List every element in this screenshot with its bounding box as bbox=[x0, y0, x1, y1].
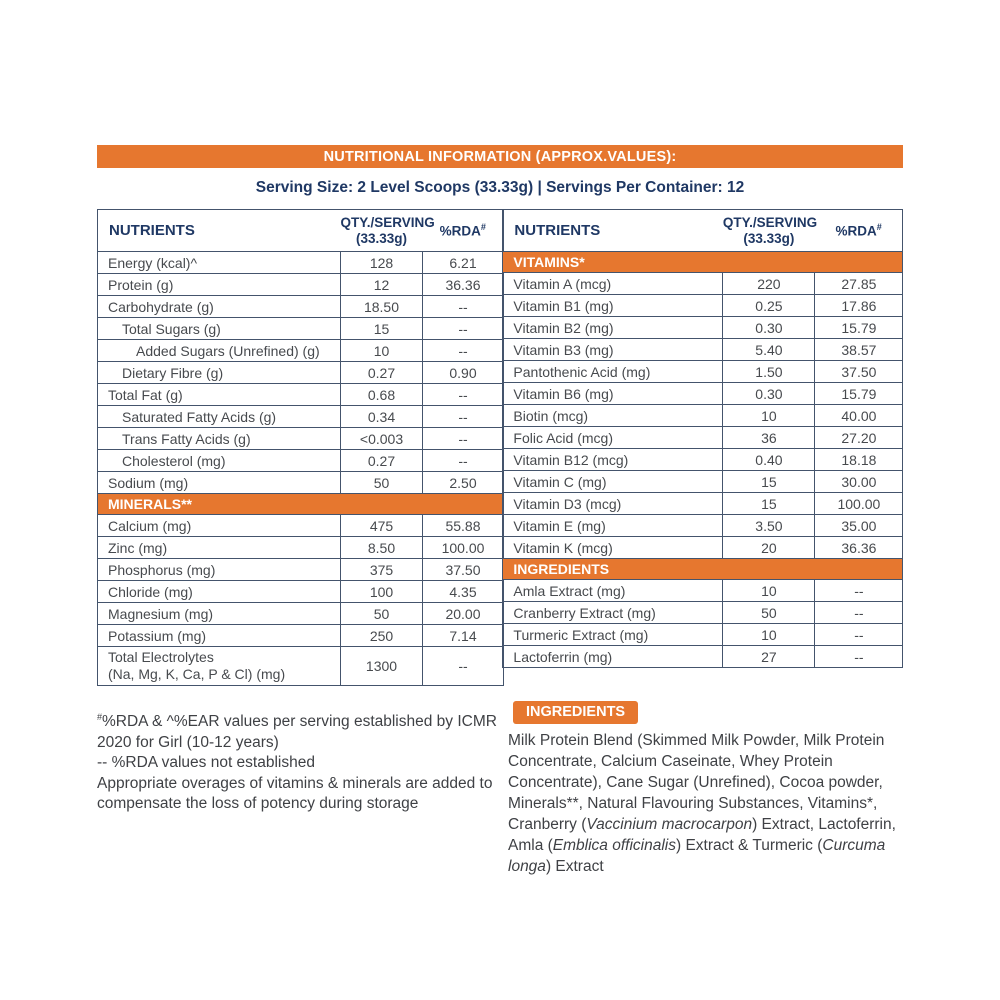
rda-value: 7.14 bbox=[423, 625, 504, 647]
latin-name: Emblica officinalis bbox=[552, 837, 676, 854]
table-row bbox=[98, 515, 504, 537]
bottom-notes bbox=[97, 686, 903, 877]
nutrient-label bbox=[98, 647, 341, 686]
section-header-label: MINERALS** bbox=[98, 494, 504, 515]
table-row bbox=[503, 339, 903, 361]
nutrient-label: Phosphorus (mg) bbox=[98, 559, 341, 581]
text-segment: ) Extract, Lactoferrin, Amla ( bbox=[508, 816, 896, 854]
rda-header-text: %RDA bbox=[835, 223, 877, 239]
nutrient-label: Chloride (mg) bbox=[98, 581, 341, 603]
qty-value: 475 bbox=[341, 515, 423, 537]
table-row bbox=[503, 580, 903, 602]
table-row bbox=[98, 647, 504, 686]
nutrient-label: Potassium (mg) bbox=[98, 625, 341, 647]
footnotes-column bbox=[97, 686, 503, 815]
table-row bbox=[503, 317, 903, 339]
rda-value: 15.79 bbox=[815, 317, 903, 339]
text-segment: %RDA & ^%EAR values per serving established by ICMR 2020 for Girl (10-12 years) bbox=[97, 713, 497, 751]
rda-value: -- bbox=[815, 624, 903, 646]
nutrient-label: Lactoferrin (mg) bbox=[503, 646, 723, 668]
table-row bbox=[98, 274, 504, 296]
rda-value: 100.00 bbox=[423, 537, 504, 559]
nutrient-label: Energy (kcal)^ bbox=[98, 252, 341, 274]
table-row bbox=[503, 515, 903, 537]
qty-value: 20 bbox=[723, 537, 815, 559]
page-title: NUTRITIONAL INFORMATION (APPROX.VALUES): bbox=[323, 148, 677, 165]
rda-value: 37.50 bbox=[815, 361, 903, 383]
qty-value: 36 bbox=[723, 427, 815, 449]
nutrient-label: Total Fat (g) bbox=[98, 384, 341, 406]
footnote-line bbox=[97, 753, 503, 774]
qty-value: 50 bbox=[341, 472, 423, 494]
nutrition-tables bbox=[97, 209, 903, 686]
table-row bbox=[98, 384, 504, 406]
rda-value: -- bbox=[423, 647, 504, 686]
column-header-rda bbox=[815, 210, 903, 252]
rda-value: -- bbox=[423, 450, 504, 472]
nutrient-label: Sodium (mg) bbox=[98, 472, 341, 494]
text-segment: -- %RDA values not established bbox=[97, 754, 315, 772]
table-row bbox=[98, 340, 504, 362]
qty-value: 10 bbox=[341, 340, 423, 362]
footnote-line bbox=[97, 774, 503, 815]
text-segment: ) Extract bbox=[545, 858, 604, 875]
nutrient-label: Vitamin K (mcg) bbox=[503, 537, 723, 559]
qty-value: 220 bbox=[723, 273, 815, 295]
nutrient-label-line1: Total Electrolytes bbox=[108, 649, 214, 665]
rda-footnotes bbox=[97, 707, 503, 815]
qty-value: 27 bbox=[723, 646, 815, 668]
qty-header-line2: (33.33g) bbox=[743, 230, 795, 246]
rda-value: -- bbox=[815, 646, 903, 668]
nutrients-table-right bbox=[502, 209, 903, 668]
table-row bbox=[98, 581, 504, 603]
nutrient-label: Dietary Fibre (g) bbox=[98, 362, 341, 384]
table-row bbox=[98, 318, 504, 340]
qty-value: 1.50 bbox=[723, 361, 815, 383]
table-row bbox=[503, 405, 903, 427]
qty-value: 128 bbox=[341, 252, 423, 274]
nutrients-table-left bbox=[97, 209, 504, 686]
rda-value: 40.00 bbox=[815, 405, 903, 427]
qty-value: 50 bbox=[723, 602, 815, 624]
nutrient-label: Pantothenic Acid (mg) bbox=[503, 361, 723, 383]
nutrient-label: Vitamin A (mcg) bbox=[503, 273, 723, 295]
nutrient-label: Vitamin B12 (mcg) bbox=[503, 449, 723, 471]
table-row bbox=[98, 537, 504, 559]
qty-value: 0.40 bbox=[723, 449, 815, 471]
section-header-row bbox=[98, 494, 504, 515]
nutrient-label: Vitamin B1 (mg) bbox=[503, 295, 723, 317]
latin-name: Curcuma longa bbox=[508, 837, 886, 875]
qty-value: 10 bbox=[723, 624, 815, 646]
column-header-nutrients: NUTRIENTS bbox=[109, 222, 195, 239]
rda-header-sup: # bbox=[876, 222, 882, 233]
table-row bbox=[503, 537, 903, 559]
qty-value: 0.25 bbox=[723, 295, 815, 317]
rda-value: -- bbox=[423, 428, 504, 450]
rda-value: 17.86 bbox=[815, 295, 903, 317]
rda-value: 37.50 bbox=[423, 559, 504, 581]
text-segment: # bbox=[97, 712, 103, 722]
qty-value: 100 bbox=[341, 581, 423, 603]
rda-header-text: %RDA bbox=[439, 223, 481, 239]
nutrient-label: Calcium (mg) bbox=[98, 515, 341, 537]
qty-value: 3.50 bbox=[723, 515, 815, 537]
nutrient-label: Magnesium (mg) bbox=[98, 603, 341, 625]
nutrient-label: Protein (g) bbox=[98, 274, 341, 296]
rda-value: 30.00 bbox=[815, 471, 903, 493]
nutrient-label: Vitamin B2 (mg) bbox=[503, 317, 723, 339]
table-row bbox=[503, 471, 903, 493]
nutrient-label: Vitamin B6 (mg) bbox=[503, 383, 723, 405]
serving-info: Serving Size: 2 Level Scoops (33.33g) | Servings Per Container: 12 bbox=[255, 179, 745, 196]
nutrient-label: Added Sugars (Unrefined) (g) bbox=[98, 340, 341, 362]
qty-value: 50 bbox=[341, 603, 423, 625]
rda-value: 6.21 bbox=[423, 252, 504, 274]
table-row bbox=[98, 603, 504, 625]
table-row bbox=[503, 624, 903, 646]
qty-value: 15 bbox=[723, 471, 815, 493]
text-segment: Milk Protein Blend (Skimmed Milk Powder, Milk Protein Concentrate, Calcium Caseinate, Whey Protein Concentrate), Cane Sugar (Unrefined), Cocoa powder, Minerals**, Natural Flavouring Substances, Vitamins*, Cranberry ( bbox=[508, 732, 885, 833]
nutrient-label: Vitamin C (mg) bbox=[503, 471, 723, 493]
qty-value: 0.27 bbox=[341, 362, 423, 384]
table-row bbox=[98, 559, 504, 581]
table-row bbox=[503, 383, 903, 405]
ingredients-column bbox=[503, 686, 903, 877]
nutrient-label: Trans Fatty Acids (g) bbox=[98, 428, 341, 450]
table-row bbox=[98, 450, 504, 472]
table-header-row bbox=[98, 210, 504, 252]
rda-value: 100.00 bbox=[815, 493, 903, 515]
nutrient-label: Biotin (mcg) bbox=[503, 405, 723, 427]
qty-header-line2: (33.33g) bbox=[355, 230, 408, 246]
qty-value: 0.27 bbox=[341, 450, 423, 472]
rda-value: 35.00 bbox=[815, 515, 903, 537]
column-header-qty-serving bbox=[340, 210, 435, 252]
qty-header-line1: QTY./SERVING bbox=[722, 214, 818, 230]
table-row bbox=[98, 362, 504, 384]
table-row bbox=[98, 406, 504, 428]
nutrient-label: Cranberry Extract (mg) bbox=[503, 602, 723, 624]
nutrient-label: Carbohydrate (g) bbox=[98, 296, 341, 318]
nutrient-label: Folic Acid (mcg) bbox=[503, 427, 723, 449]
rda-value: 0.90 bbox=[423, 362, 504, 384]
section-header-label: INGREDIENTS bbox=[503, 559, 903, 580]
nutrient-label: Turmeric Extract (mg) bbox=[503, 624, 723, 646]
rda-value: 38.57 bbox=[815, 339, 903, 361]
text-segment: Appropriate overages of vitamins & minerals are added to compensate the loss of potency during storage bbox=[97, 774, 493, 813]
table-header-row bbox=[503, 210, 903, 252]
rda-value: -- bbox=[423, 318, 504, 340]
table-row bbox=[98, 296, 504, 318]
nutrient-label: Vitamin D3 (mcg) bbox=[503, 493, 723, 515]
qty-value: 10 bbox=[723, 405, 815, 427]
section-header-row bbox=[503, 252, 903, 273]
qty-value: <0.003 bbox=[341, 428, 423, 450]
qty-value: 12 bbox=[341, 274, 423, 296]
qty-value: 5.40 bbox=[723, 339, 815, 361]
table-row bbox=[503, 493, 903, 515]
section-header-row bbox=[503, 559, 903, 580]
left-table-body bbox=[98, 252, 504, 686]
table-row bbox=[503, 449, 903, 471]
rda-value: -- bbox=[423, 296, 504, 318]
rda-value: 20.00 bbox=[423, 603, 504, 625]
table-row bbox=[503, 295, 903, 317]
ingredients-text bbox=[508, 730, 903, 877]
qty-value: 250 bbox=[341, 625, 423, 647]
qty-value: 1300 bbox=[341, 647, 423, 686]
column-header-qty-serving bbox=[722, 210, 818, 252]
rda-header-sup: # bbox=[480, 222, 486, 233]
nutrient-label: Zinc (mg) bbox=[98, 537, 341, 559]
table-row bbox=[503, 273, 903, 295]
rda-value: 27.85 bbox=[815, 273, 903, 295]
qty-value: 10 bbox=[723, 580, 815, 602]
title-bar bbox=[97, 145, 903, 168]
rda-value: -- bbox=[423, 384, 504, 406]
rda-value: -- bbox=[423, 340, 504, 362]
text-segment: ) Extract & Turmeric ( bbox=[675, 837, 823, 854]
table-row bbox=[98, 428, 504, 450]
table-row bbox=[503, 646, 903, 668]
rda-value: 36.36 bbox=[815, 537, 903, 559]
qty-value: 0.34 bbox=[341, 406, 423, 428]
section-header-label: VITAMINS* bbox=[503, 252, 903, 273]
nutrient-label: Total Sugars (g) bbox=[98, 318, 341, 340]
rda-value: 4.35 bbox=[423, 581, 504, 603]
nutrient-label-line2: (Na, Mg, K, Ca, P & Cl) (mg) bbox=[108, 666, 286, 682]
nutrient-label: Cholesterol (mg) bbox=[98, 450, 341, 472]
qty-value: 18.50 bbox=[341, 296, 423, 318]
qty-value: 0.68 bbox=[341, 384, 423, 406]
rda-value: 27.20 bbox=[815, 427, 903, 449]
rda-value: 15.79 bbox=[815, 383, 903, 405]
qty-value: 15 bbox=[723, 493, 815, 515]
rda-value: 2.50 bbox=[423, 472, 504, 494]
rda-value: 36.36 bbox=[423, 274, 504, 296]
rda-value: 55.88 bbox=[423, 515, 504, 537]
qty-value: 0.30 bbox=[723, 317, 815, 339]
rda-value: -- bbox=[815, 602, 903, 624]
table-row bbox=[503, 427, 903, 449]
table-row bbox=[503, 361, 903, 383]
qty-value: 375 bbox=[341, 559, 423, 581]
qty-value: 15 bbox=[341, 318, 423, 340]
right-table-body bbox=[503, 252, 903, 668]
rda-value: -- bbox=[815, 580, 903, 602]
column-header-nutrients: NUTRIENTS bbox=[514, 222, 601, 239]
rda-value: 18.18 bbox=[815, 449, 903, 471]
table-row bbox=[98, 472, 504, 494]
nutrient-label: Saturated Fatty Acids (g) bbox=[98, 406, 341, 428]
latin-name: Vaccinium macrocarpon bbox=[586, 816, 753, 833]
qty-value: 0.30 bbox=[723, 383, 815, 405]
nutrient-label: Amla Extract (mg) bbox=[503, 580, 723, 602]
nutrient-label: Vitamin B3 (mg) bbox=[503, 339, 723, 361]
table-row bbox=[503, 602, 903, 624]
table-row bbox=[98, 625, 504, 647]
qty-header-line1: QTY./SERVING bbox=[340, 214, 435, 230]
nutrient-label: Vitamin E (mg) bbox=[503, 515, 723, 537]
ingredients-badge: INGREDIENTS bbox=[513, 701, 638, 724]
rda-value: -- bbox=[423, 406, 504, 428]
qty-value: 8.50 bbox=[341, 537, 423, 559]
nutrition-label bbox=[97, 145, 903, 877]
footnote-line bbox=[97, 707, 503, 753]
table-row bbox=[98, 252, 504, 274]
